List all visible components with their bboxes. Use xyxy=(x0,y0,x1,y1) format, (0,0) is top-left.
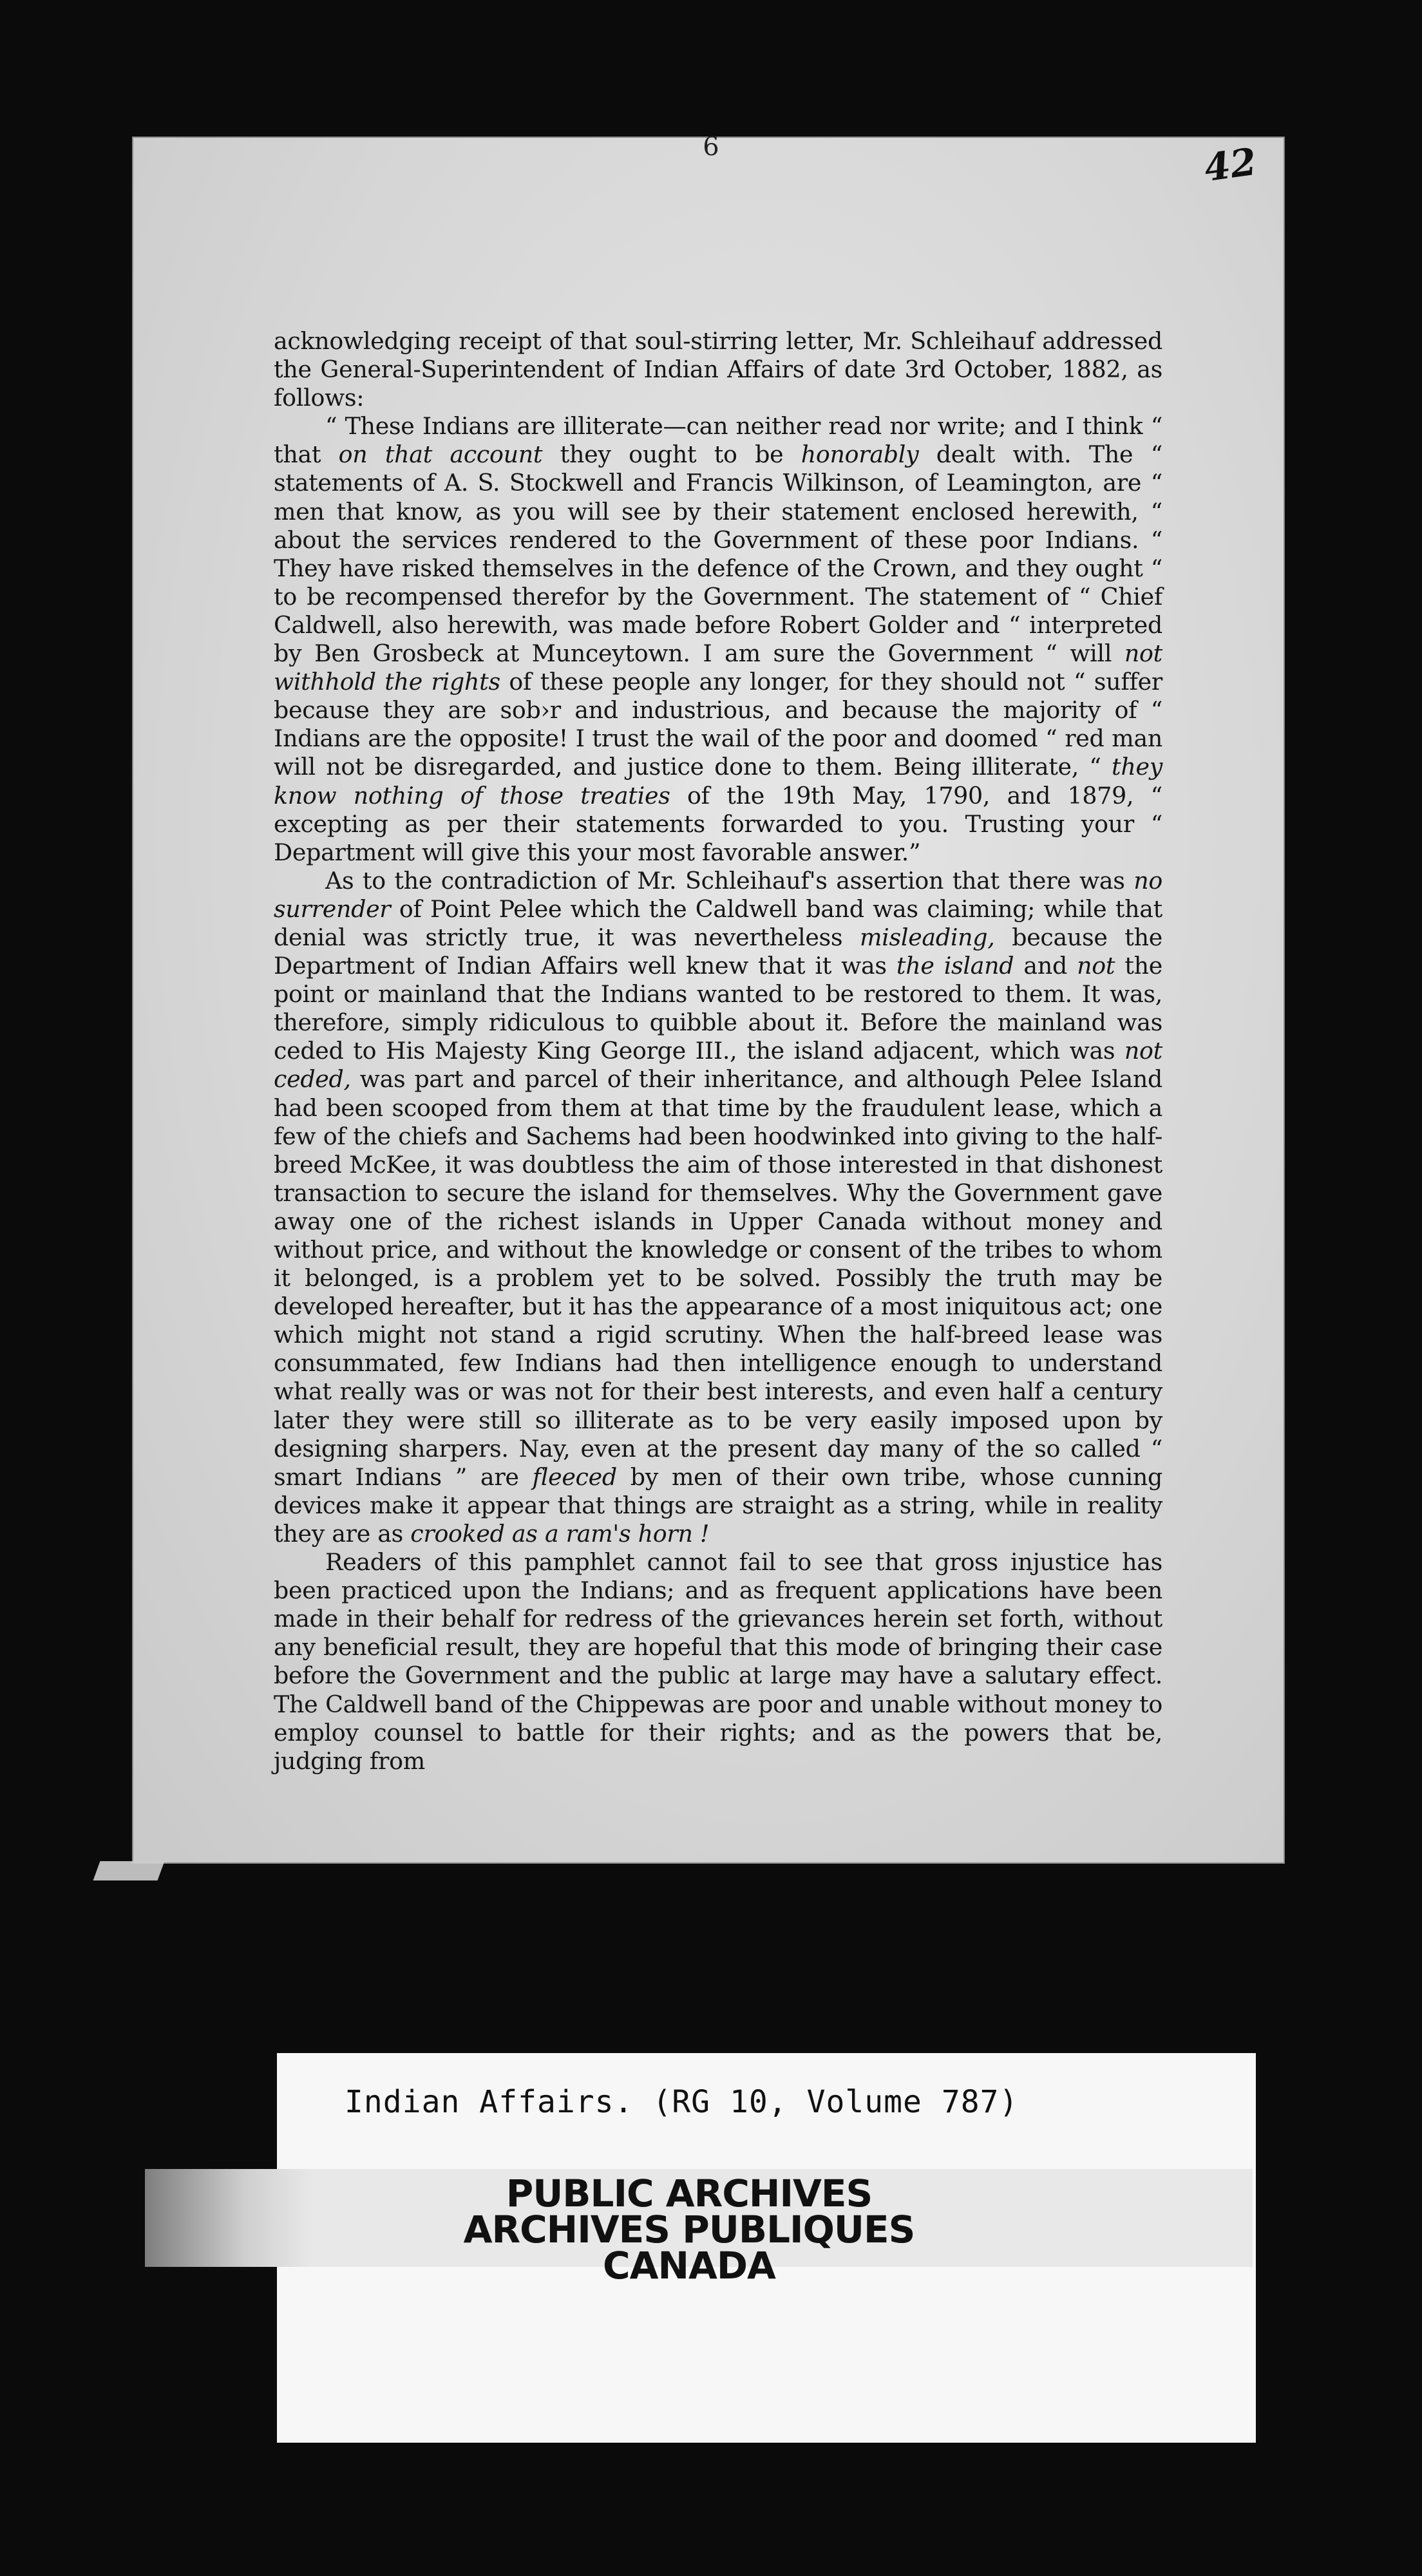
paragraph xyxy=(274,412,1162,867)
text-segment: by men of their own tribe, whose cunning devices make it appear that things are straight as a string, while in reality they are as xyxy=(274,1463,1163,1548)
italic-text: fleeced xyxy=(532,1463,617,1491)
stamp-line-2: ARCHIVES PUBLIQUES xyxy=(463,2208,915,2251)
italic-text: on that account xyxy=(338,440,543,469)
handwritten-page-mark: 42 xyxy=(1201,139,1260,191)
paragraph xyxy=(274,867,1162,1548)
text-segment: dealt with. The “ statements of A. S. Stockwell and Francis Wilkinson, of Leamington, are “ men that know, as you will see by their statement enclosed herewith, “ about the services rendered to the Government of these poor Indians. “ They have risked themselves in the defence of the Crown, and they ought “ to be recompensed therefor by the Government. The statement of “ Chief Caldwell, also herewith, was made before Robert Golder and “ interpreted by Ben Grosbeck at Munceytown. I am sure the Government “ will xyxy=(274,440,1162,668)
italic-text: they know nothing of those treaties xyxy=(274,753,1162,810)
text-segment: the point or mainland that the Indians wanted to be restored to them. It was, therefore, simply ridiculous to quibble about it. Before the mainland was ceded to His Majesty King George III., the island adjacent, which was xyxy=(274,952,1162,1065)
italic-text: not ceded, xyxy=(274,1037,1162,1094)
italic-text: the island xyxy=(896,952,1014,980)
archive-reference: Indian Affairs. (RG 10, Volume 787) xyxy=(345,2084,1019,2120)
text-segment: Readers of this pamphlet cannot fail to see that gross injustice has been practiced upon the Indians; and as frequent applications have been made in their behalf for redress of the grievances herein set forth, without any beneficial result, they are hopeful that this mode of bringing their case before the Government and the public at large may have a salutary effect. The Caldwell band of the Chippewas are poor and unable without money to employ counsel to battle for their rights; and as the powers that be, judging from xyxy=(274,1548,1162,1775)
text-segment: of these people any longer, for they should not “ suffer because they are sob›r and industrious, and because the majority of “ Indians are the opposite! I trust the wail of the poor and doomed “ red man will not be disregarded, and justice done to them. Being illiterate, “ xyxy=(274,668,1162,781)
italic-text: honorably xyxy=(801,440,919,469)
italic-text: crooked as a ram's horn ! xyxy=(410,1519,710,1548)
text-segment: of the 19th May, 1790, and 1879, “ excepting as per their statements forwarded to you. Trusting your “ Department will give this your most favorable answer.” xyxy=(274,781,1162,866)
text-segment: “ These Indians are illiterate—can neither read nor write; and I think “ that xyxy=(274,412,1162,469)
text-segment: they ought to be xyxy=(542,440,801,469)
archives-stamp xyxy=(277,2172,1101,2287)
page-number: 6 xyxy=(703,132,719,162)
italic-text: not xyxy=(1077,952,1115,980)
text-segment: because the Department of Indian Affairs well knew that it was xyxy=(274,923,1162,980)
italic-text: not withhold the rights xyxy=(274,639,1162,696)
text-segment: As to the contradiction of Mr. Schleihauf's assertion that there was xyxy=(325,866,1134,895)
text-segment: acknowledging receipt of that soul-stirring letter, Mr. Schleihauf addressed the General-Superintendent of Indian Affairs of date 3rd October, 1882, as follows: xyxy=(274,327,1162,412)
body-text xyxy=(274,327,1162,1776)
italic-text: no surrender xyxy=(274,866,1162,923)
page-edge-fragment xyxy=(93,1861,165,1880)
text-segment: and xyxy=(1014,952,1077,980)
stamp-line-1: PUBLIC ARCHIVES xyxy=(506,2172,873,2215)
text-segment: of Point Pelee which the Caldwell band was claiming; while that denial was strictly true, it was nevertheless xyxy=(274,895,1162,951)
text-segment: was part and parcel of their inheritance, and although Pelee Island had been scooped from them at that time by the fraudulent lease, which a few of the chiefs and Sachems had been hoodwinked into giving to the half-breed McKee, it was doubtless the aim of those interested in that dishonest transaction to secure the island for themselves. Why the Government gave away one of the richest islands in Upper Canada without money and without price, and without the knowledge or consent of the tribes to whom it belonged, is a problem yet to be solved. Possibly the truth may be developed hereafter, but it has the appearance of a most iniquitous act; one which might not stand a rigid scrutiny. When the half-breed lease was consummated, few Indians had then intelligence enough to understand what really was or was not for their best interests, and even half a century later they were still so illiterate as to be very easily imposed upon by designing sharpers. Nay, even at the present day many of the so called “ smart Indians ” are xyxy=(274,1065,1162,1491)
italic-text: misleading, xyxy=(859,923,995,951)
paragraph xyxy=(274,1548,1162,1776)
paragraph xyxy=(274,327,1162,412)
stamp-line-3: CANADA xyxy=(603,2244,775,2287)
